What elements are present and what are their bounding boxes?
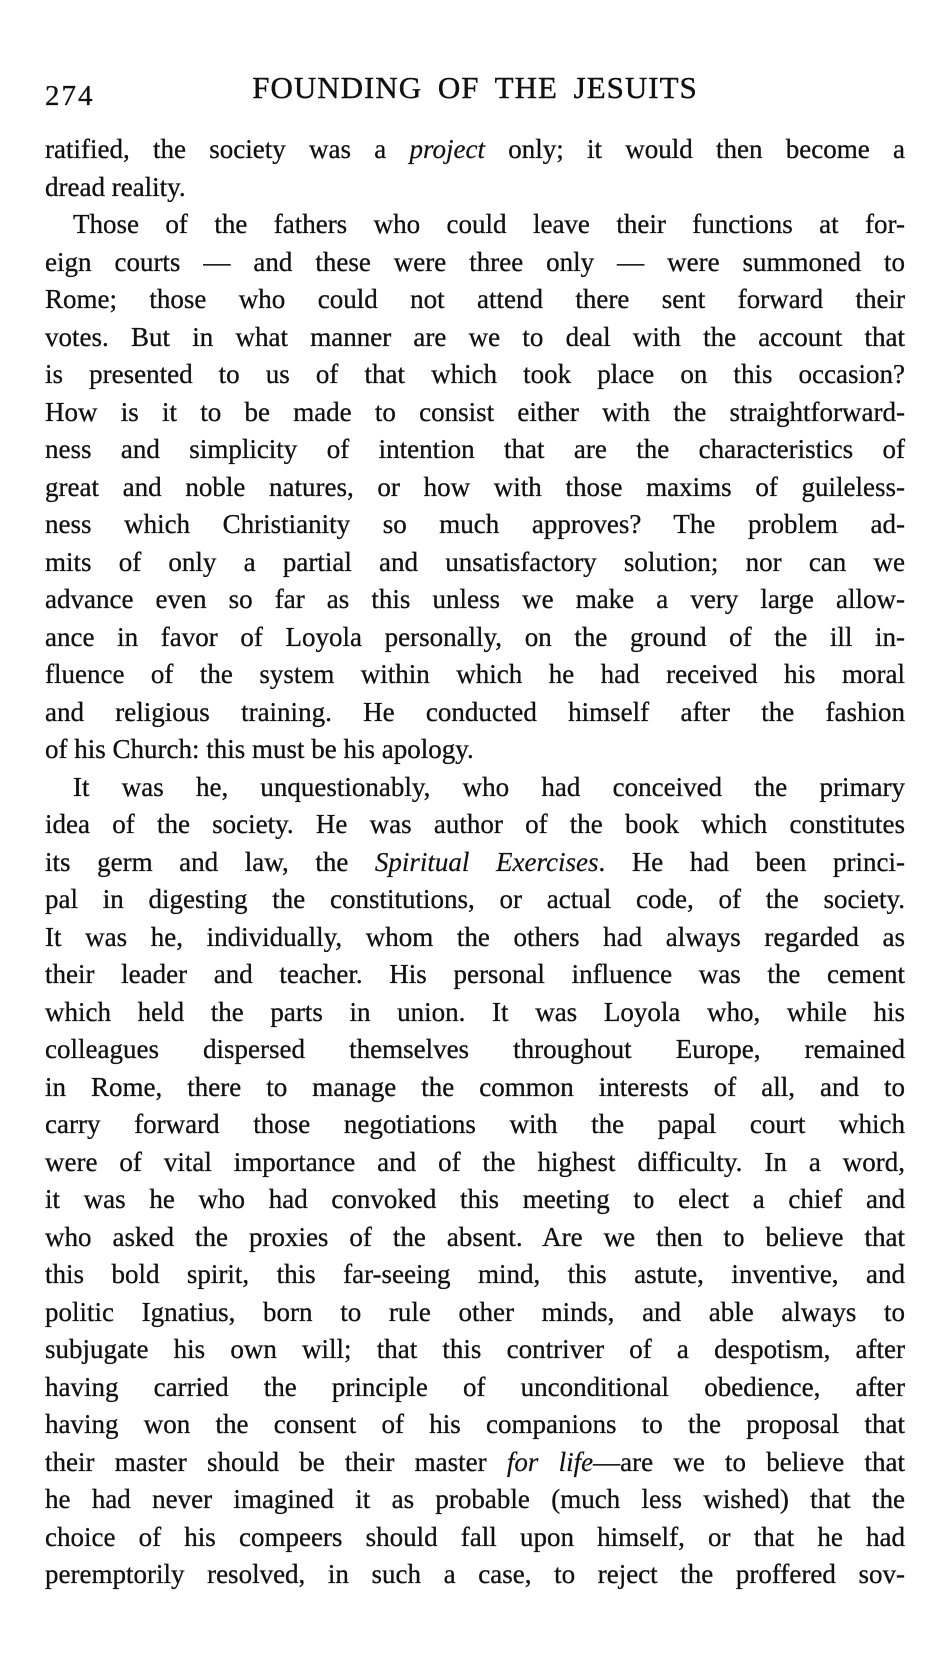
text-line: its germ and law, the Spiritual Exercises. He had been princi- [45, 846, 905, 877]
text-line: in Rome, there to manage the common interests of all, and to [45, 1071, 905, 1102]
text-line: Those of the fathers who could leave their functions at for- [73, 209, 905, 239]
text-line: great and noble natures, or how with those maxims of guileless- [45, 471, 905, 502]
text-line: choice of his compeers should fall upon himself, or that he had [45, 1521, 905, 1552]
text-line: of his Church: this must be his apology. [45, 734, 474, 764]
running-title: FOUNDING OF THE JESUITS [252, 70, 698, 105]
text-line: advance even so far as this unless we make a very large allow- [45, 584, 905, 614]
text-line: politic Ignatius, born to rule other minds, and able always to [45, 1296, 905, 1327]
text-line: this bold spirit, this far-seeing mind, this astute, inventive, and [45, 1259, 905, 1289]
paragraph [45, 131, 905, 206]
text-line: ness and simplicity of intention that are the characteristics of [45, 434, 905, 464]
paragraph [45, 206, 905, 769]
text-line: pal in digesting the constitutions, or actual code, of the society. [45, 884, 905, 914]
text-line: How is it to be made to consist either with the straightforward- [45, 396, 905, 427]
text-line: eign courts — and these were three only — were summoned to [45, 246, 905, 277]
text-line: peremptorily resolved, in such a case, to reject the proffered sov- [45, 1559, 905, 1589]
text-line: were of vital importance and of the highest difficulty. In a word, [45, 1146, 905, 1177]
text-line: their leader and teacher. His personal influence was the cement [45, 959, 905, 989]
text-line: having carried the principle of unconditional obedience, after [45, 1371, 905, 1402]
paragraph [45, 769, 905, 1594]
text-line: colleagues dispersed themselves throughout Europe, remained [45, 1034, 905, 1064]
text-line: which held the parts in union. It was Loyola who, while his [45, 996, 905, 1027]
text-line: votes. But in what manner are we to deal with the account that [45, 321, 905, 352]
text-line: idea of the society. He was author of the book which constitutes [45, 809, 905, 839]
text-line: he had never imagined it as probable (much less wished) that the [45, 1484, 905, 1514]
text-line: and religious training. He conducted himself after the fashion [45, 696, 905, 727]
text-line: ratified, the society was a project only; it would then become a [45, 134, 905, 164]
text-line: mits of only a partial and unsatisfactory solution; nor can we [45, 546, 905, 577]
text-line: ness which Christianity so much approves? The problem ad- [45, 509, 905, 539]
page-number: 274 [45, 80, 95, 112]
text-line: their master should be their master for life—are we to believe that [45, 1446, 905, 1477]
text-line: dread reality. [45, 171, 186, 202]
text-line: carry forward those negotiations with the papal court which [45, 1109, 905, 1139]
text-line: subjugate his own will; that this contriver of a despotism, after [45, 1334, 905, 1364]
text-line: having won the consent of his companions to the proposal that [45, 1409, 905, 1439]
text-line: who asked the proxies of the absent. Are we then to believe that [45, 1221, 905, 1252]
text-line: is presented to us of that which took place on this occasion? [45, 359, 905, 389]
page-header [45, 70, 905, 118]
text-line: it was he who had convoked this meeting to elect a chief and [45, 1184, 905, 1214]
text-line: ance in favor of Loyola personally, on the ground of the ill in- [45, 621, 905, 652]
text-line: Rome; those who could not attend there sent forward their [45, 284, 905, 314]
text-line: It was he, unquestionably, who had conceived the primary [73, 771, 905, 802]
text-line: It was he, individually, whom the others had always regarded as [45, 921, 905, 952]
text-line: fluence of the system within which he had received his moral [45, 659, 905, 689]
page-body [45, 131, 905, 1594]
